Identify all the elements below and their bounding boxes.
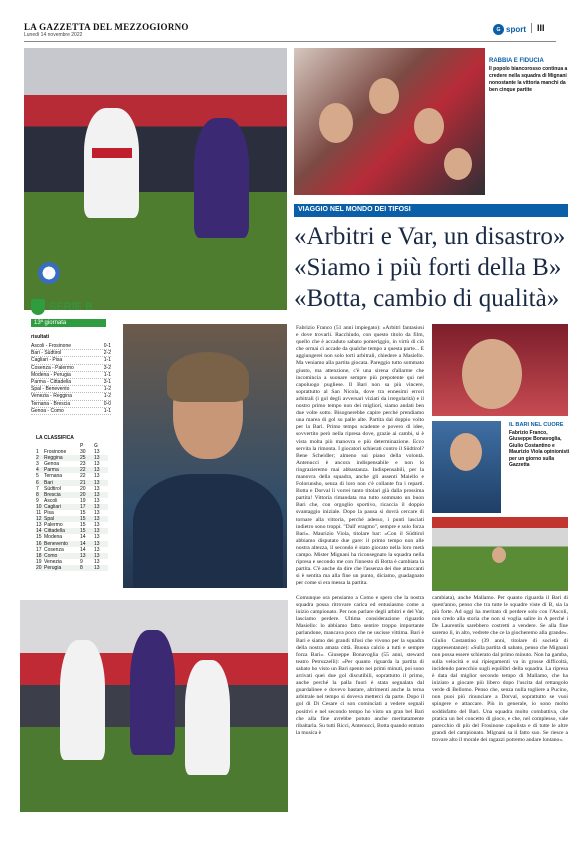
results-label: risultati	[31, 334, 50, 340]
team: Parma	[44, 467, 59, 474]
result-row	[31, 365, 111, 372]
games: 13	[94, 540, 100, 547]
team: Südtirol	[44, 485, 61, 492]
section-logo-text: sport	[506, 25, 526, 34]
games: 13	[94, 485, 100, 492]
headline-line: «Botta, cambio di qualità»	[294, 285, 560, 312]
games: 13	[94, 467, 100, 474]
result-row	[31, 350, 111, 357]
bari-player-figure	[84, 108, 139, 218]
position: 17	[36, 546, 42, 553]
points: 17	[80, 503, 86, 510]
games: 13	[94, 449, 100, 456]
fan-face	[414, 108, 444, 144]
points: 19	[80, 497, 86, 504]
position: 16	[36, 540, 42, 547]
result-match: Parma - Cittadella	[31, 379, 72, 386]
points: 8	[80, 564, 83, 571]
bari-player-figure	[60, 640, 105, 760]
football-icon	[38, 262, 60, 284]
team: Cittadella	[44, 528, 65, 535]
fan-face	[444, 148, 472, 180]
points: 20	[80, 485, 86, 492]
position: 5	[36, 473, 39, 480]
team: Bari	[44, 479, 53, 486]
result-match: Cagliari - Pisa	[31, 357, 63, 364]
result-match: Venezia - Reggina	[31, 393, 72, 400]
results-list	[31, 343, 111, 415]
match-action-photo	[20, 600, 288, 812]
position: 14	[36, 528, 42, 535]
fan-portrait-photo	[432, 421, 501, 513]
position: 2	[36, 455, 39, 462]
result-row	[31, 379, 111, 386]
fan-face	[462, 339, 522, 409]
points: 14	[80, 534, 86, 541]
issue-date: Lunedì 14 novembre 2022	[24, 32, 83, 38]
points: 13	[80, 552, 86, 559]
opponent-player-figure	[194, 118, 249, 238]
headline	[294, 221, 574, 314]
games: 13	[94, 546, 100, 553]
games: 13	[94, 534, 100, 541]
points: 9	[80, 558, 83, 565]
position: 10	[36, 503, 42, 510]
standings-table	[36, 443, 108, 571]
points: 15	[80, 522, 86, 529]
section-logo	[493, 24, 526, 35]
games: 13	[94, 516, 100, 523]
position: 13	[36, 522, 42, 529]
standings-label: LA CLASSIFICA	[36, 435, 74, 441]
points: 22	[80, 473, 86, 480]
points: 14	[80, 540, 86, 547]
team: Cagliari	[44, 503, 61, 510]
result-score: 1-2	[103, 393, 111, 400]
result-row	[31, 357, 111, 364]
standings-row	[36, 565, 108, 571]
headline-line: «Arbitri e Var, un disastro»	[294, 223, 566, 250]
points: 15	[80, 510, 86, 517]
team: Genoa	[44, 461, 60, 468]
position: 15	[36, 534, 42, 541]
points: 15	[80, 528, 86, 535]
points: 23	[80, 461, 86, 468]
games: 13	[94, 479, 100, 486]
article-column-2: Comunque ora pensiamo a Como e spero che la nostra squadra possa ritrovare carica ed entusiasmo come a inizio campionato. Per non parlare degli arbitri e del Var, lasciamo perdere. Ultima considerazione riguardo Masiello: lo abbiamo fatto sentire troppo importante parlandone, mancava poco che ne uscisse vittima. Bari è Bari e siamo dei grandi tifosi che vivono per la squadra della nostra amata città. Buona calcio a tutti e sempre forza Bari». Giuseppe Bonavoglia (55 anni, steward teatro Petruzzelli): «Per quanto riguarda la partita di sabato ho visto un Bari spento nei primi minuti, poi sono arrivati quei due gol discutibili, soprattutto il primo, anche perché la palla fuori è stata segnalata dal guardalinee e dovevo bastare, altrimenti anche la terna arbitrale nel tempo si doveva metterci da parte. Dopo il gol di Di Cesare ci son cominciati a vedere segnali positivi e nel secondo tempo ho visto un gran bel Bari che alla fine avrebbe potuto anche meritatamente ribaltarla. Su tutti Ricci, Antenucci, Botta quando entrato la musica è	[296, 595, 424, 736]
games: 13	[94, 473, 100, 480]
round-label: 13ª giornata	[31, 319, 106, 327]
games: 13	[94, 497, 100, 504]
masthead: LA GAZZETTA DEL MEZZOGIORNO	[24, 22, 189, 32]
position: 4	[36, 467, 39, 474]
result-row	[31, 386, 111, 393]
points-header: P	[80, 443, 84, 449]
position: 6	[36, 479, 39, 486]
portrait-photo	[123, 324, 287, 588]
caption-text: Il popolo biancorosso continua a credere nella squadra di Mignani nonostante la vittoria manchi da ben cinque partite	[489, 66, 568, 93]
team: Cosenza	[44, 546, 64, 553]
header-divider	[24, 41, 556, 42]
result-score: 2-2	[103, 350, 111, 357]
team: Pisa	[44, 510, 54, 517]
portrait-body	[133, 474, 283, 588]
serie-b-title: SERIE B	[49, 301, 93, 313]
position: 3	[36, 461, 39, 468]
result-score: 1-1	[103, 357, 111, 364]
team: Frosinone	[44, 449, 67, 456]
result-score: 3-1	[103, 379, 111, 386]
games: 13	[94, 461, 100, 468]
result-match: Ascoli - Frosinone	[31, 343, 72, 349]
result-row	[31, 408, 111, 415]
team: Reggina	[44, 455, 63, 462]
points: 30	[80, 449, 86, 456]
team: Venezia	[44, 558, 62, 565]
result-match: Genoa - Como	[31, 407, 64, 414]
position: 9	[36, 497, 39, 504]
result-match: Cosenza - Palermo	[31, 364, 74, 371]
stadium-fan-photo	[432, 517, 568, 591]
position: 18	[36, 552, 42, 559]
result-score: 1-1	[103, 371, 111, 378]
points: 21	[80, 479, 86, 486]
games: 13	[94, 503, 100, 510]
points: 15	[80, 516, 86, 523]
position: 1	[36, 449, 39, 456]
result-score: 0-1	[103, 343, 111, 349]
games: 13	[94, 552, 100, 559]
team: Perugia	[44, 564, 62, 571]
match-photo	[24, 48, 287, 310]
team: Benevento	[44, 540, 68, 547]
result-row	[31, 372, 111, 379]
result-score: 1-2	[103, 386, 111, 393]
fans-photo-caption	[489, 58, 569, 94]
caption-title: IL BARI NEL CUORE	[509, 422, 564, 428]
team: Spal	[44, 516, 55, 523]
games: 13	[94, 522, 100, 529]
team: Brescia	[44, 491, 61, 498]
team: Palermo	[44, 522, 63, 529]
bari-player-figure	[185, 660, 230, 775]
result-match: Bari - Südtirol	[31, 350, 62, 357]
result-score: 1-1	[103, 407, 111, 414]
section-band: VIAGGIO NEL MONDO DEI TIFOSI	[294, 204, 568, 217]
position: 20	[36, 564, 42, 571]
games: 13	[94, 528, 100, 535]
games: 13	[94, 564, 100, 571]
result-row	[31, 393, 111, 400]
games: 13	[94, 558, 100, 565]
page-number: III	[531, 23, 545, 33]
result-match: Modena - Perugia	[31, 371, 71, 378]
position: 11	[36, 510, 42, 517]
team: Como	[44, 552, 58, 559]
opponent-player-figure	[130, 630, 175, 755]
games: 13	[94, 510, 100, 517]
caption-text: Fabrizio Franco, Giuseppe Bonavoglia, Giulio Costantino e Maurizio Viola opinionisti per un giorno sulla Gazzetta	[509, 430, 570, 469]
caption-title: RABBIA E FIDUCIA	[489, 58, 544, 64]
position: 8	[36, 491, 39, 498]
portrait-hair	[167, 352, 249, 402]
points: 22	[80, 467, 86, 474]
fan-face	[319, 103, 353, 143]
points: 25	[80, 455, 86, 462]
result-match: Ternana - Brescia	[31, 400, 71, 407]
result-match: Spal - Benevento	[31, 386, 70, 393]
team: Modena	[44, 534, 63, 541]
article-column-1: Fabrizio Franco (51 anni impiegato): «Arbitri fantasiosi e dove trovarli. Racchiudo, con questo titolo da film, quello che è accaduto sabato pomeriggio, in virtù di ciò che ormai ci accade da qualche tempo a questa parte... E aggiungerei non solo torti arbitrali, chiedere a Masiello. Ma veniamo alla partita giocata. Pareggio tutto sommato giusto, ma attenzione, c'è una sirena d'allarme che incomincia a suonare sempre più prepotente qui nel capoluogo pugliese. Il Bari non sa più vincere, soprattutto al San Nicola, dove tra ennesimi errori arbitrali (i gol degli avversari viziati da irregolarità) e il nostro primo tempo non dei migliori, siamo andati ben due volte sotto. Bisognerebbe capire perché prendiamo una marea di gol su palle alte. Partita dal doppio volto per la Bari. Primo tempo scadente e povero di idee, sovvertito però nella ripresa dove, grazie ai cambi, si è vista molta più manovra e più determinazione. Ecco servita la rimonta. I giocatori schierati contro il Südtirol? Bene Scheidler; almeno sui piano della volontà. Antenucci è ancora indispensabile e non lo ringrazieremo mai abbastanza. Indispensabili, per la manovra della squadra, anche gli assenti Maiello e Folorunsho, senza di loro non c'è collante fra i reparti. Botta e Dorval li vorrei tanto titolari già dalla prossima partita! Vittoria rimandata ma tutto sommato un buon Bari che, con orgoglio sportivo, ricaccia il doppio svantaggio iniziale. Dopo la pausa si dovrà cercare di tornare alla vittoria, perché adesso, i punti lasciati indietro sono troppi. "Dall' eragmo", sempre e solo forza Bari». Maurizio Viola, titolare bar: «Con il Südtirol abbiamo disputato due gare: il primo tempo non alle nostra altezza, il secondo è stato giocato nella loro metà campo. Mister Mignani ha riconsegnato la squadra nella ripresa e secondo me con l'innesto di Botta è cambiata la partita. C'è anche da dire che l'assenza dei due attaccanti si è sentita ma alla fine un punto, diciamo, guadagnato per come si era messa la partita.	[296, 325, 424, 587]
fan-portrait-photo	[432, 324, 568, 416]
result-row	[31, 343, 111, 350]
result-score: 0-0	[103, 400, 111, 407]
result-score: 3-2	[103, 364, 111, 371]
fan-face	[450, 433, 482, 471]
fans-photo	[294, 48, 485, 195]
serie-b-box	[31, 299, 111, 415]
position: 12	[36, 516, 42, 523]
position: 19	[36, 558, 42, 565]
games: 13	[94, 491, 100, 498]
games-header: G	[94, 443, 98, 449]
article-column-3: cambiata), anche Mallamo. Per quanto riguarda il Bari di quest'anno, penso che tra tutte le squadre viste di B, sia la più forte. Ad oggi ha meritato di perdere solo con l'Ascoli, non credo alla storia che non si voglia salire in A perché i De Laurentiis sarebbero costretti a vendere. Se alla fine saremo lì, in alto, vedrete che ce la giocheremo alla grande». Giulio Costantino (39 anni, titolare di società di rappresentanze): «Sulla partita di sabato, penso che Mignani non possa essere schierato dal primo minuto. Non ha gamba, sulla velocità e sui ripiegamenti va in grosse difficoltà, incidendo parecchio sugli equilibri della squadra. La ripresa è data dal miglior secondo tempo di Mallamo, che ha iniziato a giocare più libero dopo l'uscita dal rettangolo verde di Bellomo. Penso che, senza nulla togliere a Pucino, non puoi più rinunciare a Dorval, soprattutto se vuoi spingere e attaccare. Più in generale, io sono molto soddisfatto del Bari. Una squadra molto combattiva, che pratica un bel concetto di gioco, e che, nel complesso, vale parecchio di più del Frosinone capolista e di tutte le altre grandi del campionato. Mignani sa il fatto suo. Se riesce a trovare alto il morale dei ragazzi potremo andare lontano».	[432, 595, 568, 743]
fan-face	[492, 547, 506, 563]
team: Ascoli	[44, 497, 58, 504]
fan-face	[369, 78, 399, 114]
team: Ternana	[44, 473, 63, 480]
headline-line: «Siamo i più forti della B»	[294, 254, 562, 281]
games: 13	[94, 455, 100, 462]
points: 20	[80, 491, 86, 498]
result-row	[31, 401, 111, 408]
position: 7	[36, 485, 39, 492]
fans-caption	[509, 422, 571, 468]
serie-b-shield-icon	[31, 299, 45, 315]
points: 14	[80, 546, 86, 553]
gazzetta-logo-icon: G	[493, 24, 504, 35]
